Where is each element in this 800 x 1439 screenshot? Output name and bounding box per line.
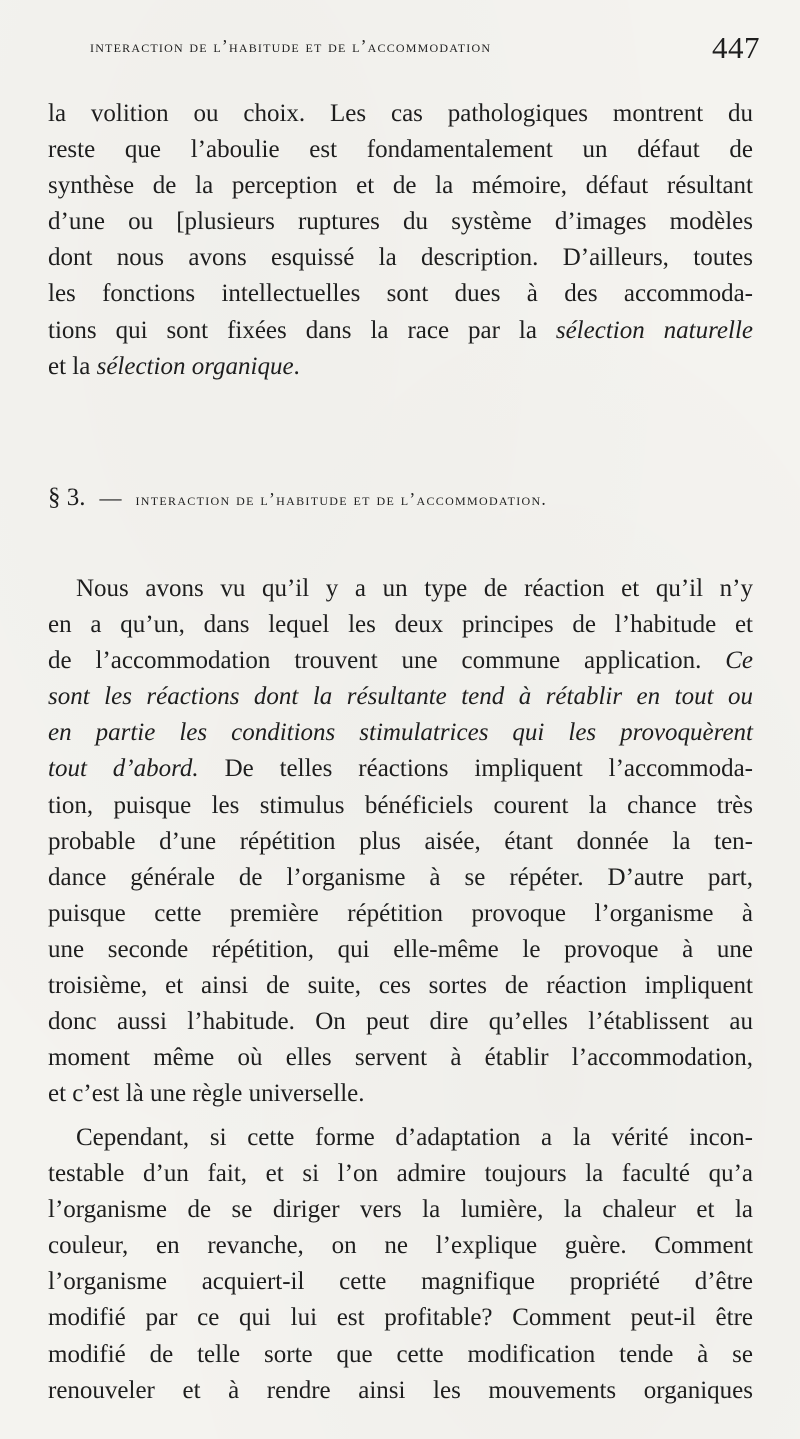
text-line: Cependant, si cette forme d’adaptation a la vérité incon- [76, 1124, 753, 1151]
text-line: dont nous avons esquissé la description. D’ailleurs, toutes [48, 244, 753, 272]
text-line: moment même où elles servent à établir l’accommodation, [48, 1044, 753, 1072]
text-line: modifié de telle sorte que cette modification tende à se [48, 1340, 753, 1368]
text-line: puisque cette première répétition provoque l’organisme à [48, 899, 753, 927]
text-line: probable d’une répétition plus aisée, étant donnée la ten- [48, 827, 753, 855]
text-segment: . [293, 352, 300, 380]
text-segment: De telles réactions impliquent l’accommoda- [198, 755, 753, 783]
text-line [48, 349, 753, 385]
text-line: d’une ou [plusieurs ruptures du système d’images modèles [48, 208, 753, 236]
italic-term: sélection organique [96, 352, 294, 380]
paragraph-3 [48, 1120, 753, 1409]
text-segment: de l’accommodation trouvent une commune application. [48, 647, 726, 675]
section-title: interaction de l’habitude et de l’accommodation. [135, 489, 548, 509]
text-segment: tions qui sont fixées dans la race par la [48, 316, 556, 344]
text-line: la volition ou choix. Les cas pathologiques montrent du [48, 100, 753, 127]
text-line: testable d’un fait, et si l’on admire toujours la faculté qu’a [48, 1160, 753, 1188]
text-line: l’organisme acquiert-il cette magnifique propriété d’être [48, 1268, 753, 1296]
text-line: synthèse de la perception et de la mémoire, défaut résultant [48, 172, 753, 200]
italic-text: tout d’abord. [48, 755, 199, 783]
text-line: Nous avons vu qu’il y a un type de réaction et qu’il n’y [76, 575, 753, 602]
running-head [90, 30, 760, 76]
text-line: modifié par ce qui lui est profitable? Comment peut-il être [48, 1304, 753, 1332]
italic-text: sont les réactions dont la résultante tend à rétablir en tout ou [48, 683, 753, 711]
text-line: troisième, et ainsi de suite, ces sortes de réaction impliquent [48, 972, 753, 1000]
text-line: renouveler et à rendre ainsi les mouvements organiques [48, 1376, 753, 1404]
text-line [48, 643, 753, 679]
section-number: § 3. [48, 484, 86, 511]
page-number: 447 [712, 30, 760, 65]
text-line: reste que l’aboulie est fondamentalement un défaut de [48, 136, 753, 164]
section-dash: — [99, 485, 122, 510]
italic-term: sélection naturelle [555, 316, 753, 344]
text-line: en a qu’un, dans lequel les deux principes de l’habitude et [48, 611, 753, 639]
running-title: interaction de l’habitude et de l’accommodation [90, 36, 492, 56]
text-line: dance générale de l’organisme à se répéter. D’autre part, [48, 863, 753, 891]
text-line: une seconde répétition, qui elle-même le provoque à une [48, 935, 753, 963]
paragraph-2 [48, 571, 753, 1112]
paragraph-1 [48, 96, 753, 385]
text-line [48, 751, 753, 787]
text-line: et c’est là une règle universelle. [48, 1080, 365, 1108]
text-line [48, 715, 753, 751]
italic-text: en partie les conditions stimulatrices qui les provoquèrent [48, 719, 753, 747]
text-line: les fonctions intellectuelles sont dues à des accommoda- [48, 280, 753, 308]
text-line: tion, puisque les stimulus bénéficiels courent la chance très [48, 791, 753, 819]
text-line: l’organisme de se diriger vers la lumière, la chaleur et la [48, 1196, 753, 1224]
section-heading [48, 484, 753, 512]
text-line [48, 679, 753, 715]
italic-text: Ce [725, 647, 753, 675]
text-segment: et la [48, 352, 97, 380]
text-line: couleur, en revanche, on ne l’explique guère. Comment [48, 1232, 753, 1260]
text-line: donc aussi l’habitude. On peut dire qu’elles l’établissent au [48, 1008, 753, 1036]
text-line [48, 313, 753, 349]
